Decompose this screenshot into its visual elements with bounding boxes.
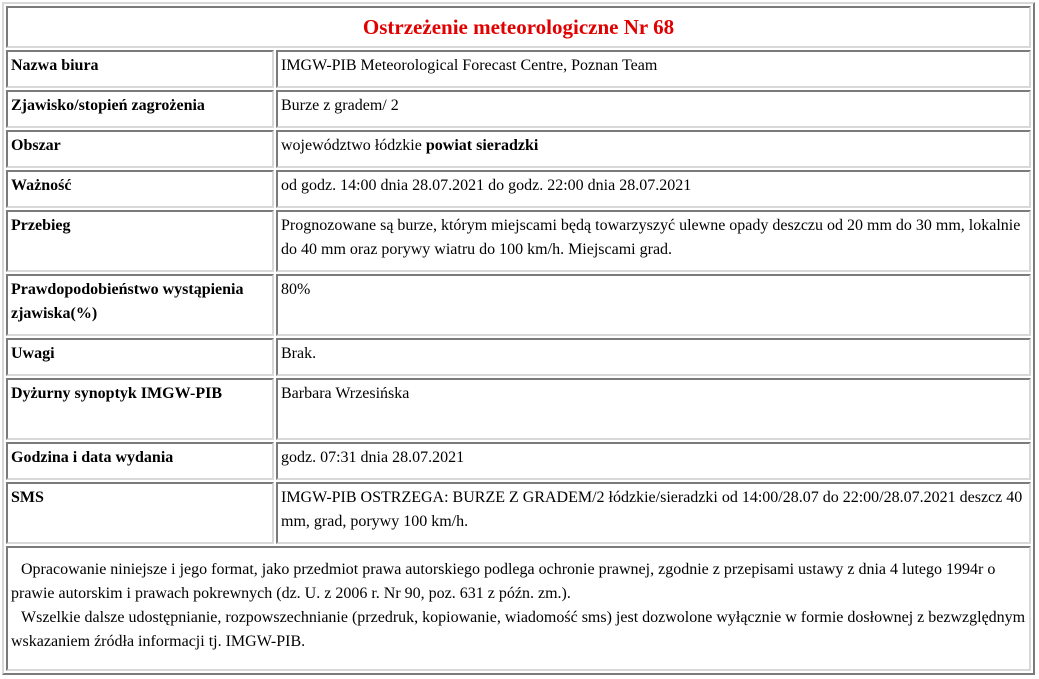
row-sms	[6, 482, 1031, 544]
synoptic-label: Dyżurny synoptyk IMGW-PIB	[6, 378, 274, 440]
row-validity	[6, 170, 1031, 208]
area-label: Obszar	[6, 130, 274, 168]
office-value: IMGW-PIB Meteorological Forecast Centre, Poznan Team	[276, 50, 1031, 88]
area-value	[276, 130, 1031, 168]
row-course	[6, 210, 1031, 272]
row-office	[6, 50, 1031, 88]
distribution-notice: Wszelkie dalsze udostępnianie, rozpowszechnianie (przedruk, kopiowanie, wiadomość sms) jest dozwolone wyłącznie w formie dosłownej z bezwzględnym wskazaniem źródła informacji tj. IMGW-PIB.	[11, 609, 1026, 650]
probability-label: Prawdopodobieństwo wystąpienia zjawiska(%)	[6, 274, 274, 336]
footer-cell	[6, 546, 1031, 671]
issued-label: Godzina i data wydania	[6, 442, 274, 480]
synoptic-value: Barbara Wrzesińska	[276, 378, 1031, 440]
course-label: Przebieg	[6, 210, 274, 272]
row-phenomenon	[6, 90, 1031, 128]
title-row	[6, 6, 1031, 48]
row-issued	[6, 442, 1031, 480]
remarks-value: Brak.	[276, 338, 1031, 376]
validity-value: od godz. 14:00 dnia 28.07.2021 do godz. 22:00 dnia 28.07.2021	[276, 170, 1031, 208]
copyright-notice: Opracowanie niniejsze i jego format, jako przedmiot prawa autorskiego podlega ochronie prawnej, zgodnie z przepisami ustawy z dnia 4 lutego 1994r o prawie autorskim i prawach pokrewnych (dz. U. z 2006 r. Nr 90, poz. 631 z późn. zm.).	[11, 561, 996, 602]
row-footer	[6, 546, 1031, 671]
sms-label: SMS	[6, 482, 274, 544]
phenomenon-label: Zjawisko/stopień zagrożenia	[6, 90, 274, 128]
area-county: powiat sieradzki	[425, 137, 539, 154]
warning-table	[2, 2, 1035, 675]
course-value: Prognozowane są burze, którym miejscami będą towarzyszyć ulewne opady deszczu od 20 mm do 30 mm, lokalnie do 40 mm oraz porywy wiatru do 100 km/h. Miejscami grad.	[276, 210, 1031, 272]
phenomenon-value: Burze z gradem/ 2	[276, 90, 1031, 128]
remarks-label: Uwagi	[6, 338, 274, 376]
warning-title: Ostrzeżenie meteorologiczne Nr 68	[6, 6, 1031, 48]
row-probability	[6, 274, 1031, 336]
sms-value: IMGW-PIB OSTRZEGA: BURZE Z GRADEM/2 łódzkie/sieradzki od 14:00/28.07 do 22:00/28.07.2021 deszcz 40 mm, grad, porywy 100 km/h.	[276, 482, 1031, 544]
issued-value: godz. 07:31 dnia 28.07.2021	[276, 442, 1031, 480]
validity-label: Ważność	[6, 170, 274, 208]
office-label: Nazwa biura	[6, 50, 274, 88]
row-synoptic	[6, 378, 1031, 440]
row-remarks	[6, 338, 1031, 376]
area-voivodeship: województwo łódzkie	[281, 137, 426, 154]
probability-value: 80%	[276, 274, 1031, 336]
row-area	[6, 130, 1031, 168]
